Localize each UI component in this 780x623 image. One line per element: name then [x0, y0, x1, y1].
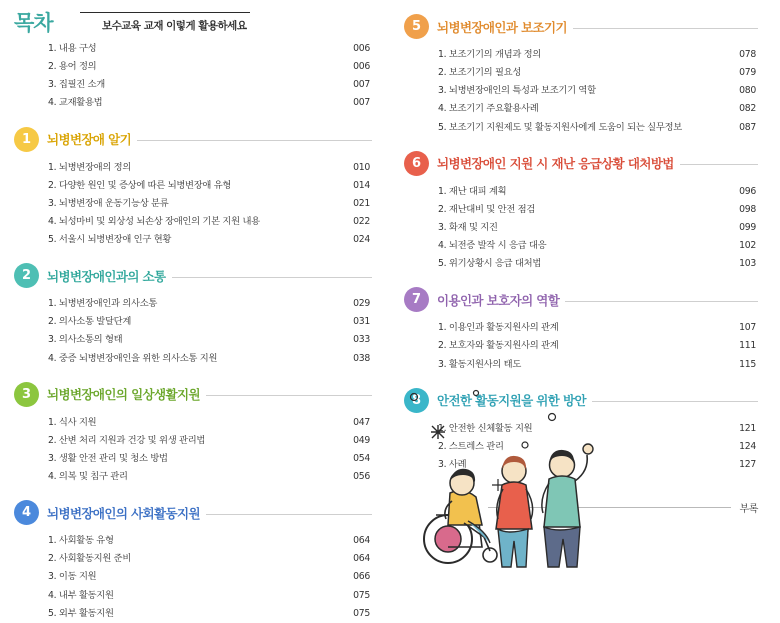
entry-page: 078 — [739, 49, 756, 60]
standing-person-middle — [496, 456, 533, 567]
entry-label: 5. 위기상황시 응급 대처법 — [438, 258, 542, 270]
list-item[interactable] — [438, 82, 756, 100]
section-header[interactable] — [14, 500, 372, 525]
entry-label: 2. 산변 처리 지원과 건강 및 위생 관리법 — [48, 434, 206, 446]
section-number-badge: 2 — [14, 263, 39, 288]
section-title: 안전한 활동지원을 위한 방안 — [437, 393, 586, 409]
list-item[interactable] — [48, 605, 370, 623]
entry-label: 5. 보조기기 지원제도 및 활동지원사에게 도움이 되는 실무정보 — [438, 121, 682, 133]
entry-label: 3. 사례 — [438, 458, 467, 470]
entry-page: 124 — [739, 440, 756, 452]
entry-page: 006 — [353, 61, 370, 73]
list-item[interactable] — [48, 295, 370, 313]
entry-label: 3. 화재 및 지진 — [438, 221, 498, 233]
section-title: 뇌병변장애인의 사회활동지원 — [47, 505, 200, 521]
section-title: 뇌병변장애인과의 소통 — [47, 268, 166, 284]
section-entry-list — [404, 183, 758, 274]
entry-page: 115 — [739, 358, 756, 370]
list-item[interactable] — [48, 313, 370, 331]
left-column — [0, 0, 390, 619]
entry-page: 066 — [353, 571, 370, 583]
section-entry-list — [14, 159, 372, 250]
wheelchair-user — [424, 469, 497, 563]
bubble-icon — [474, 391, 479, 396]
header-caption-wrap — [80, 10, 372, 38]
bubble-icon — [522, 442, 528, 448]
entry-label: 3. 뇌병변장애 운동기능상 분류 — [48, 197, 169, 209]
bubble-icon — [411, 394, 418, 401]
section-rule — [680, 164, 758, 165]
section-rule — [573, 28, 758, 29]
list-item[interactable] — [48, 350, 370, 368]
entry-label: 2. 보호자와 활동지원사의 관계 — [438, 340, 559, 352]
entry-label: 2. 용어 정의 — [48, 61, 97, 73]
entry-page: 075 — [353, 607, 370, 619]
list-item[interactable] — [48, 58, 370, 76]
illustration-svg — [402, 387, 662, 577]
entry-page: 075 — [353, 589, 370, 601]
entry-label: 1. 내용 구성 — [48, 43, 97, 54]
list-item[interactable] — [438, 64, 756, 82]
list-item[interactable] — [438, 100, 756, 118]
right-column — [390, 0, 780, 577]
entry-page: 007 — [353, 97, 370, 109]
section-title: 뇌병변장애인의 일상생활지원 — [47, 387, 200, 403]
entry-label: 1. 이용인과 활동지원사의 관계 — [438, 322, 559, 334]
list-item[interactable] — [48, 587, 370, 605]
entry-label: 2. 재난대비 및 안전 점검 — [438, 203, 536, 215]
entry-label: 3. 활동지원사의 태도 — [438, 358, 522, 370]
list-item[interactable] — [438, 337, 756, 355]
entry-label: 4. 내부 활동지원 — [48, 589, 114, 601]
entry-page: 014 — [353, 179, 370, 191]
list-item[interactable] — [438, 201, 756, 219]
list-item[interactable] — [48, 94, 370, 112]
entry-page: 111 — [739, 340, 756, 352]
entry-page: 064 — [353, 535, 370, 547]
list-item[interactable] — [438, 319, 756, 337]
section-number-badge: 6 — [404, 151, 429, 176]
section-entry-list — [14, 295, 372, 368]
section-entry-list — [404, 319, 758, 373]
entry-page: 121 — [739, 422, 756, 434]
entry-label: 1. 재난 대피 계획 — [438, 185, 507, 197]
list-item[interactable] — [438, 219, 756, 237]
list-item[interactable] — [438, 255, 756, 273]
section-entry-list — [404, 46, 758, 137]
section-header[interactable] — [404, 151, 758, 176]
entry-page: 096 — [739, 185, 756, 197]
list-item[interactable] — [48, 532, 370, 550]
section-title-wrap — [437, 154, 758, 172]
entry-label: 1. 식사 지원 — [48, 416, 97, 428]
section-number-badge: 4 — [14, 500, 39, 525]
entry-page: 021 — [353, 197, 370, 209]
list-item[interactable] — [48, 40, 370, 58]
entry-label: 1. 사회활동 유형 — [48, 535, 114, 547]
entry-label: 4. 보조기기 주요활용사례 — [438, 103, 539, 115]
section-title: 뇌병변장애인 지원 시 재난 응급상황 대처방법 — [437, 156, 674, 172]
section-number-badge: 7 — [404, 287, 429, 312]
entry-page: 031 — [353, 316, 370, 328]
entry-label: 4. 뇌전증 발작 시 응급 대응 — [438, 240, 547, 251]
entry-page: 024 — [353, 234, 370, 245]
section-header[interactable] — [404, 287, 758, 312]
entry-page: 080 — [739, 85, 756, 97]
list-item[interactable] — [48, 568, 370, 586]
entry-label: 1. 안전한 신체활동 지원 — [438, 422, 533, 434]
entry-page: 010 — [353, 161, 370, 173]
list-item[interactable] — [438, 183, 756, 201]
list-item[interactable] — [48, 231, 370, 249]
entry-label: 1. 뇌병변장애의 정의 — [48, 161, 132, 173]
entry-page: 079 — [739, 67, 756, 79]
list-item[interactable] — [48, 414, 370, 432]
entry-page: 054 — [353, 452, 370, 464]
section-7 — [404, 287, 758, 373]
section-number-badge: 3 — [14, 382, 39, 407]
list-item[interactable] — [48, 76, 370, 94]
section-rule — [206, 395, 372, 396]
entry-label: 2. 스트레스 관리 — [438, 440, 504, 452]
entry-label: 1. 보조기기의 개념과 정의 — [438, 49, 542, 60]
section-title: 이용인과 보호자의 역할 — [437, 292, 560, 308]
standing-person-right — [542, 444, 593, 567]
entry-page: 064 — [353, 553, 370, 565]
section-title-wrap — [47, 504, 372, 522]
section-rule — [137, 140, 372, 141]
header-caption: 보수교육 교재 이렇게 활용하세요 — [80, 12, 250, 33]
list-item[interactable] — [438, 356, 756, 374]
section-title-wrap — [47, 130, 372, 148]
section-rule — [172, 277, 372, 278]
list-item[interactable] — [48, 331, 370, 349]
section-title-wrap — [47, 385, 372, 403]
section-title-wrap — [47, 267, 372, 285]
section-3 — [14, 382, 372, 487]
entry-label: 2. 의사소통 발달단계 — [48, 316, 132, 328]
page-title: 목차 — [14, 11, 53, 35]
entry-label: 2. 보조기기의 필요성 — [438, 67, 522, 79]
entry-label: 3. 이동 지원 — [48, 571, 97, 583]
section-rule — [565, 301, 758, 302]
section-entry-list — [14, 532, 372, 623]
list-item[interactable] — [48, 159, 370, 177]
section-title-wrap — [437, 18, 758, 36]
toc-header — [14, 10, 372, 38]
entry-label: 5. 외부 활동지원 — [48, 607, 114, 619]
section-header[interactable] — [404, 14, 758, 39]
entry-label: 1. 뇌병변장애인과 의사소통 — [48, 298, 158, 310]
section-entry-list — [14, 414, 372, 487]
entry-page: 029 — [353, 298, 370, 310]
entry-label: 4. 중증 뇌병변장애인을 위한 의사소통 지원 — [48, 352, 218, 364]
section-title: 뇌병변장애 알기 — [47, 132, 132, 147]
entry-page: 022 — [353, 215, 370, 227]
list-item[interactable] — [48, 213, 370, 231]
section-6 — [404, 151, 758, 274]
section-5 — [404, 14, 758, 137]
section-title-wrap — [437, 291, 758, 309]
section-number-badge: 1 — [14, 127, 39, 152]
entry-page: 038 — [353, 352, 370, 364]
section-header[interactable] — [14, 127, 372, 152]
intro-entry-list — [14, 40, 372, 113]
entry-page: 033 — [353, 334, 370, 346]
list-item[interactable] — [48, 195, 370, 213]
entry-label: 4. 교재활용법 — [48, 97, 103, 109]
entry-page: 047 — [353, 416, 370, 428]
entry-page: 127 — [739, 458, 756, 470]
entry-page: 082 — [739, 103, 756, 115]
list-item[interactable] — [48, 468, 370, 486]
section-number-badge: 5 — [404, 14, 429, 39]
section-header[interactable] — [14, 263, 372, 288]
entry-page: 049 — [353, 434, 370, 446]
section-4 — [14, 500, 372, 623]
entry-label: 3. 뇌병변장애인의 특성과 보조기기 역할 — [438, 85, 596, 97]
section-title: 뇌병변장애인과 보조기기 — [437, 19, 567, 35]
section-2 — [14, 263, 372, 368]
list-item[interactable] — [438, 237, 756, 255]
appendix-label: 부록 — [739, 504, 758, 515]
entry-label: 2. 다양한 원인 및 증상에 따른 뇌병변장애 유형 — [48, 179, 232, 191]
list-item[interactable] — [48, 550, 370, 568]
entry-label: 3. 집필진 소개 — [48, 79, 105, 91]
section-1 — [14, 127, 372, 250]
entry-page: 056 — [353, 471, 370, 482]
section-number-badge: 8 — [404, 388, 429, 413]
entry-label: 4. 뇌성마비 및 외상성 뇌손상 장애인의 기본 지원 내용 — [48, 215, 260, 227]
entry-page: 087 — [739, 121, 756, 133]
people-illustration — [402, 387, 662, 577]
entry-page: 099 — [739, 221, 756, 233]
list-item[interactable] — [438, 46, 756, 64]
entry-label: 3. 의사소통의 형태 — [48, 334, 123, 346]
entry-page: 107 — [739, 322, 756, 334]
list-item[interactable] — [438, 119, 756, 137]
section-rule — [206, 514, 372, 515]
entry-label: 4. 의복 및 침구 관리 — [48, 471, 128, 482]
list-item[interactable] — [48, 450, 370, 468]
entry-label: 5. 서울시 뇌병변장애 인구 현황 — [48, 234, 172, 245]
entry-page: 007 — [353, 79, 370, 91]
bubble-icon — [549, 414, 556, 421]
list-item[interactable] — [48, 432, 370, 450]
section-header[interactable] — [14, 382, 372, 407]
sparkle-icon — [431, 425, 445, 439]
entry-page: 102 — [739, 240, 756, 251]
entry-page: 103 — [739, 258, 756, 270]
entry-label: 3. 생활 안전 관리 및 청소 방법 — [48, 452, 168, 464]
entry-page: 098 — [739, 203, 756, 215]
entry-label: 2. 사회활동지원 준비 — [48, 553, 132, 565]
list-item[interactable] — [48, 177, 370, 195]
entry-page: 006 — [353, 43, 370, 54]
